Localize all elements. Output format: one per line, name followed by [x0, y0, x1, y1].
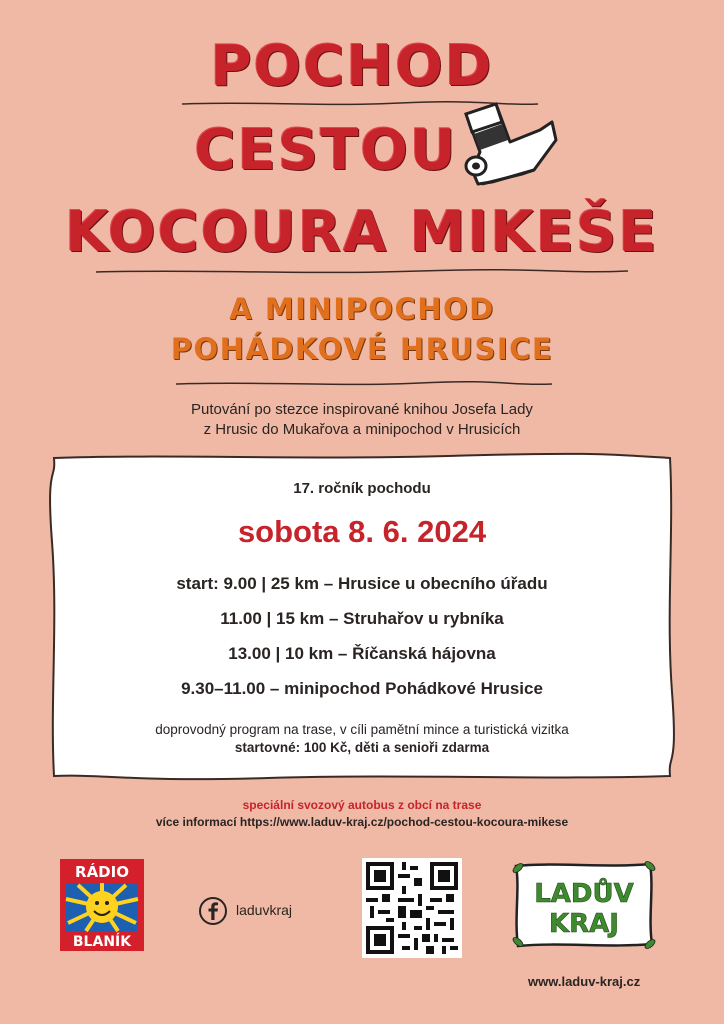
laduv-kraj-logo [510, 858, 658, 952]
edition-label: 17. ročník pochodu [293, 480, 431, 497]
route-10km: 13.00 | 10 km – Říčanská hájovna [228, 644, 496, 663]
boot-icon [452, 100, 562, 192]
intro-line-2: z Hrusic do Mukařova a minipochod v Hrusicích [203, 421, 521, 438]
fee-note: startovné: 100 Kč, děti a senioři zdarma [234, 740, 490, 755]
title-divider-1 [0, 98, 724, 110]
route-25km: start: 9.00 | 25 km – Hrusice u obecního úřadu [176, 574, 548, 593]
title-line-2: CESTOU [194, 118, 458, 183]
title-line-3: KOCOURA MIKEŠE [65, 200, 659, 265]
subtitle-line-2: POHÁDKOVÉ HRUSICE [170, 332, 554, 366]
facebook-handle[interactable]: laduvkraj [236, 902, 293, 918]
radio-logo-bottom: BLANÍK [72, 934, 132, 950]
event-date: sobota 8. 6. 2024 [237, 514, 487, 549]
facebook-icon[interactable] [198, 896, 228, 931]
subtitle-line-1: A MINIPOCHOD [229, 292, 495, 326]
bus-note: speciální svozový autobus z obcí na trase [242, 798, 482, 812]
event-card [48, 452, 676, 782]
laduv-logo-line-1: LADŮV [534, 879, 634, 909]
route-15km: 11.00 | 15 km – Struhařov u rybníka [220, 609, 504, 628]
radio-logo-top: RÁDIO [75, 863, 129, 881]
title-divider-2 [0, 266, 724, 278]
route-minipochod: 9.30–11.00 – minipochod Pohádkové Hrusice [181, 679, 543, 698]
info-link[interactable]: více informací https://www.laduv-kraj.cz/pochod-cestou-kocoura-mikese [155, 815, 569, 829]
program-note: doprovodný program na trase, v cíli pamětní mince a turistická vizitka [155, 722, 569, 737]
radio-blanik-logo [60, 859, 144, 951]
qr-code[interactable] [362, 858, 462, 958]
title-line-1: POCHOD [210, 34, 494, 99]
laduv-logo-line-2: KRAJ [549, 909, 619, 939]
intro-line-1: Putování po stezce inspirované knihou Josefa Lady [191, 401, 533, 418]
website-link[interactable]: www.laduv-kraj.cz [528, 974, 641, 989]
subtitle-divider [0, 378, 724, 390]
